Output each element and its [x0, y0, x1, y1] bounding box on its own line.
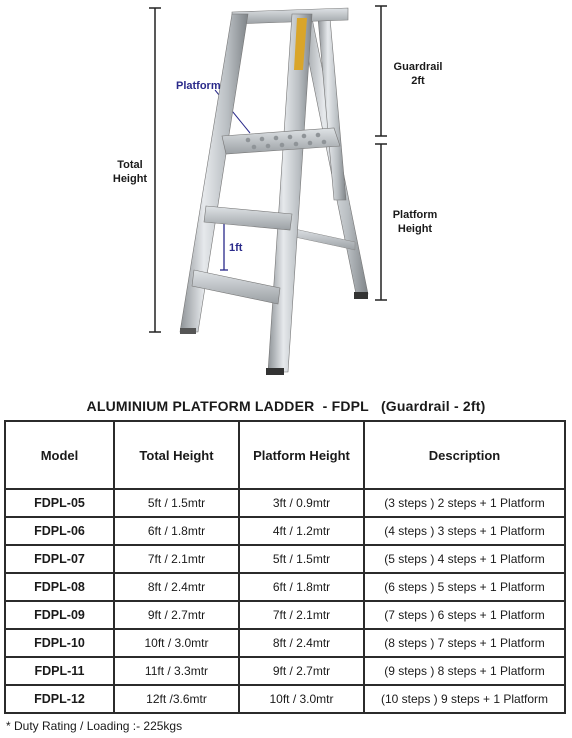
- cell-platform-height: 10ft / 3.0mtr: [239, 685, 364, 713]
- table-row: [5, 573, 565, 601]
- step-lower: [192, 270, 280, 304]
- product-title: ALUMINIUM PLATFORM LADDER - FDPL (Guardrail - 2ft): [86, 398, 486, 414]
- cell-total-height: 12ft /3.6mtr: [114, 685, 239, 713]
- spec-table: [4, 420, 566, 714]
- header-description: Description: [364, 421, 565, 489]
- cell-model: FDPL-08: [5, 573, 114, 601]
- cell-platform-height: 5ft / 1.5mtr: [239, 545, 364, 573]
- cell-description: (8 steps ) 7 steps + 1 Platform: [364, 629, 565, 657]
- cell-platform-height: 6ft / 1.8mtr: [239, 573, 364, 601]
- front-right-leg: [268, 14, 312, 372]
- platform-label: Platform: [176, 80, 221, 92]
- cell-total-height: 7ft / 2.1mtr: [114, 545, 239, 573]
- cell-description: (3 steps ) 2 steps + 1 Platform: [364, 489, 565, 517]
- cell-model: FDPL-06: [5, 517, 114, 545]
- cell-platform-height: 3ft / 0.9mtr: [239, 489, 364, 517]
- cell-model: FDPL-12: [5, 685, 114, 713]
- cell-description: (6 steps ) 5 steps + 1 Platform: [364, 573, 565, 601]
- footnote: * Duty Rating / Loading :- 225kgs: [6, 719, 183, 733]
- rear-legs: [300, 18, 368, 299]
- cell-model: FDPL-10: [5, 629, 114, 657]
- cell-model: FDPL-07: [5, 545, 114, 573]
- cell-total-height: 9ft / 2.7mtr: [114, 601, 239, 629]
- left-foot: [180, 328, 196, 334]
- right-foot: [266, 368, 284, 375]
- table-row: [5, 489, 565, 517]
- table-row: [5, 517, 565, 545]
- guardrail-label: Guardrail 2ft: [393, 61, 443, 87]
- header-total-height: Total Height: [114, 421, 239, 489]
- cell-total-height: 11ft / 3.3mtr: [114, 657, 239, 685]
- total-height-label: Total Height: [112, 159, 148, 185]
- table-row: [5, 657, 565, 685]
- cell-platform-height: 4ft / 1.2mtr: [239, 517, 364, 545]
- platform: [222, 128, 340, 154]
- cell-description: (9 steps ) 8 steps + 1 Platform: [364, 657, 565, 685]
- cell-platform-height: 9ft / 2.7mtr: [239, 657, 364, 685]
- header-model: Model: [5, 421, 114, 489]
- step-spacing-dimension: [220, 220, 228, 270]
- cell-model: FDPL-09: [5, 601, 114, 629]
- table-row: [5, 629, 565, 657]
- cell-description: (4 steps ) 3 steps + 1 Platform: [364, 517, 565, 545]
- guardrail-dimension: [375, 6, 387, 136]
- cell-platform-height: 7ft / 2.1mtr: [239, 601, 364, 629]
- cell-total-height: 5ft / 1.5mtr: [114, 489, 239, 517]
- cell-platform-height: 8ft / 2.4mtr: [239, 629, 364, 657]
- header-platform-height: Platform Height: [239, 421, 364, 489]
- cell-total-height: 10ft / 3.0mtr: [114, 629, 239, 657]
- table-row: [5, 685, 565, 713]
- cell-description: (10 steps ) 9 steps + 1 Platform: [364, 685, 565, 713]
- cell-total-height: 6ft / 1.8mtr: [114, 517, 239, 545]
- cell-total-height: 8ft / 2.4mtr: [114, 573, 239, 601]
- platform-height-label: Platform Height: [392, 209, 438, 235]
- table-row: [5, 545, 565, 573]
- cell-model: FDPL-05: [5, 489, 114, 517]
- step-spacing-label: 1ft: [229, 242, 243, 254]
- cell-description: (5 steps ) 4 steps + 1 Platform: [364, 545, 565, 573]
- table-row: [5, 601, 565, 629]
- cell-description: (7 steps ) 6 steps + 1 Platform: [364, 601, 565, 629]
- table-header-row: [5, 421, 565, 489]
- cell-model: FDPL-11: [5, 657, 114, 685]
